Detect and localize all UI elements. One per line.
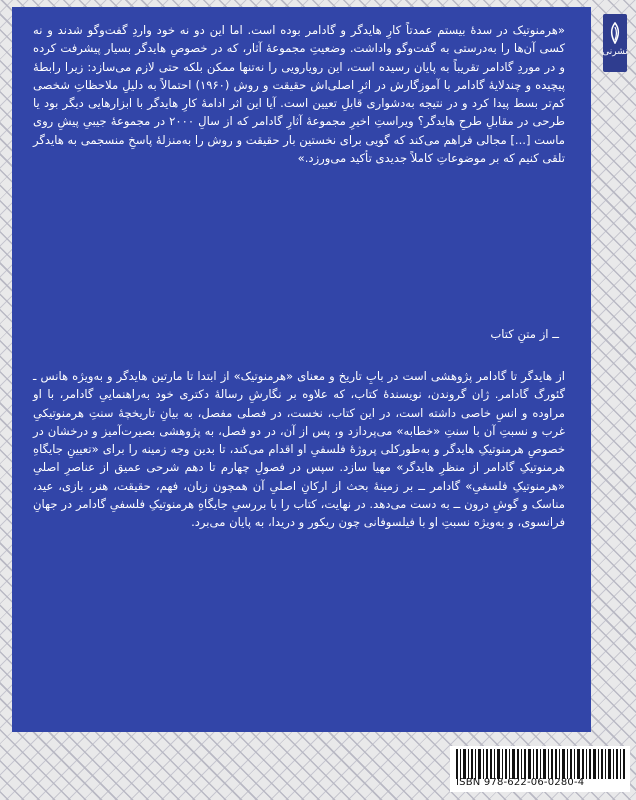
- isbn-number: ISBN 978-622-06-0280-4: [456, 777, 585, 788]
- quote-paragraph: «هرمنوتیک در سدهٔ بیستم عمدتاً کارِ هایدگر و گادامر بوده است. اما این دو نه خود واردِ گفت‌وگو شدند و نه کسی آن‌ها را به‌درستی به گفت‌وگو واداشت. وضعیتِ مجموعهٔ آثار، که در خصوصِ هایدگر بسیار پیشرفت کرده و در موردِ گادامر تقریباً به پایان رسیده است، این رویارویی را نه‌تنها ممکن بلکه حتی لازم می‌سازد: زیرا رابطهٔ پیچیده و چندلایهٔ گادامر با آموزگارش در اثرِ اصلی‌اش حقیقت و روش (۱۹۶۰) احتمالاً به دلیلِ ملاحظاتِ شخصی کم‌تر بسط پیدا کرد و در نتیجه به‌دشواری قابلِ تعیین است. آیا این اثر ادامهٔ کارِ هایدگر با ابزارهایی دیگر بود یا طرحی در مقابلِ طرحِ هایدگر؟ ویراستِ اخیرِ مجموعهٔ آثارِ گادامر که از سالِ ۲۰۰۰ در مجموعهٔ جیبیِ پیشِ روی ماست [...] مجالی فراهم می‌کند که گویی برای نخستین بار حقیقت و روش را به‌منزلهٔ پاسخِ منسجمی به هایدگر تلقی کنیم که بر موضوعاتِ کاملاً جدیدی تأکید می‌ورزد.»: [33, 23, 565, 166]
- barcode-graphic: [454, 749, 626, 779]
- reed-icon: [608, 22, 622, 44]
- publisher-logo: [603, 14, 627, 72]
- source-attribution: ــ از متنِ کتاب: [490, 327, 559, 341]
- barcode-label: [450, 746, 630, 792]
- publisher-name: نشرنی: [602, 47, 628, 57]
- description-paragraph: از هایدگر تا گادامر پژوهشی است در بابِ تاریخ و معنای «هرمنوتیک» از ابتدا تا مارتین هایدگر و به‌ویژه هانس ـ گئورگ گادامر. ژان گروندن، نویسندهٔ کتاب، که علاوه بر نگارشِ رسالهٔ دکتری خود به‌راهنماییِ گادامر، با او مراوده و انسِ خاصی داشته است، در این کتاب، نخست، در فصلی مفصل، به بیانِ تاریخچهٔ سنتِ هرمنوتیکیِ غرب و نسبتِ آن با سنتِ «خطابه» می‌پردازد و، پس از آن، در دو فصل، به پژوهشی بصیرت‌آمیز و درخشان در خصوصِ هرمنوتیکِ هایدگر و به‌طورکلی پروژهٔ فلسفیِ او اقدام می‌کند، تا بدین وجه زمینه را برای «تعیینِ جایگاهِ هرمنوتیکِ گادامر از منظرِ هایدگر» مهیا سازد. سپس در فصولِ چهارم تا دهم شرحی عمیق از عناصرِ اصلیِ «هرمنوتیکِ فلسفیِ» گادامر ــ بر زمینهٔ بحث از ارکانِ اصلیِ آن همچون زبان، فهم، حقیقت، هنر، بازی، عید، مناسک و گوشِ درون ــ به دست می‌دهد. در نهایت، کتاب را با بررسیِ جایگاهِ هرمنوتیکِ فلسفیِ گادامر در جهانِ فرانسوی، و به‌ویژه نسبتِ او با فیلسوفانی چون ریکور و دریدا، به پایان می‌برد.: [33, 369, 565, 530]
- back-cover-panel: [12, 7, 591, 732]
